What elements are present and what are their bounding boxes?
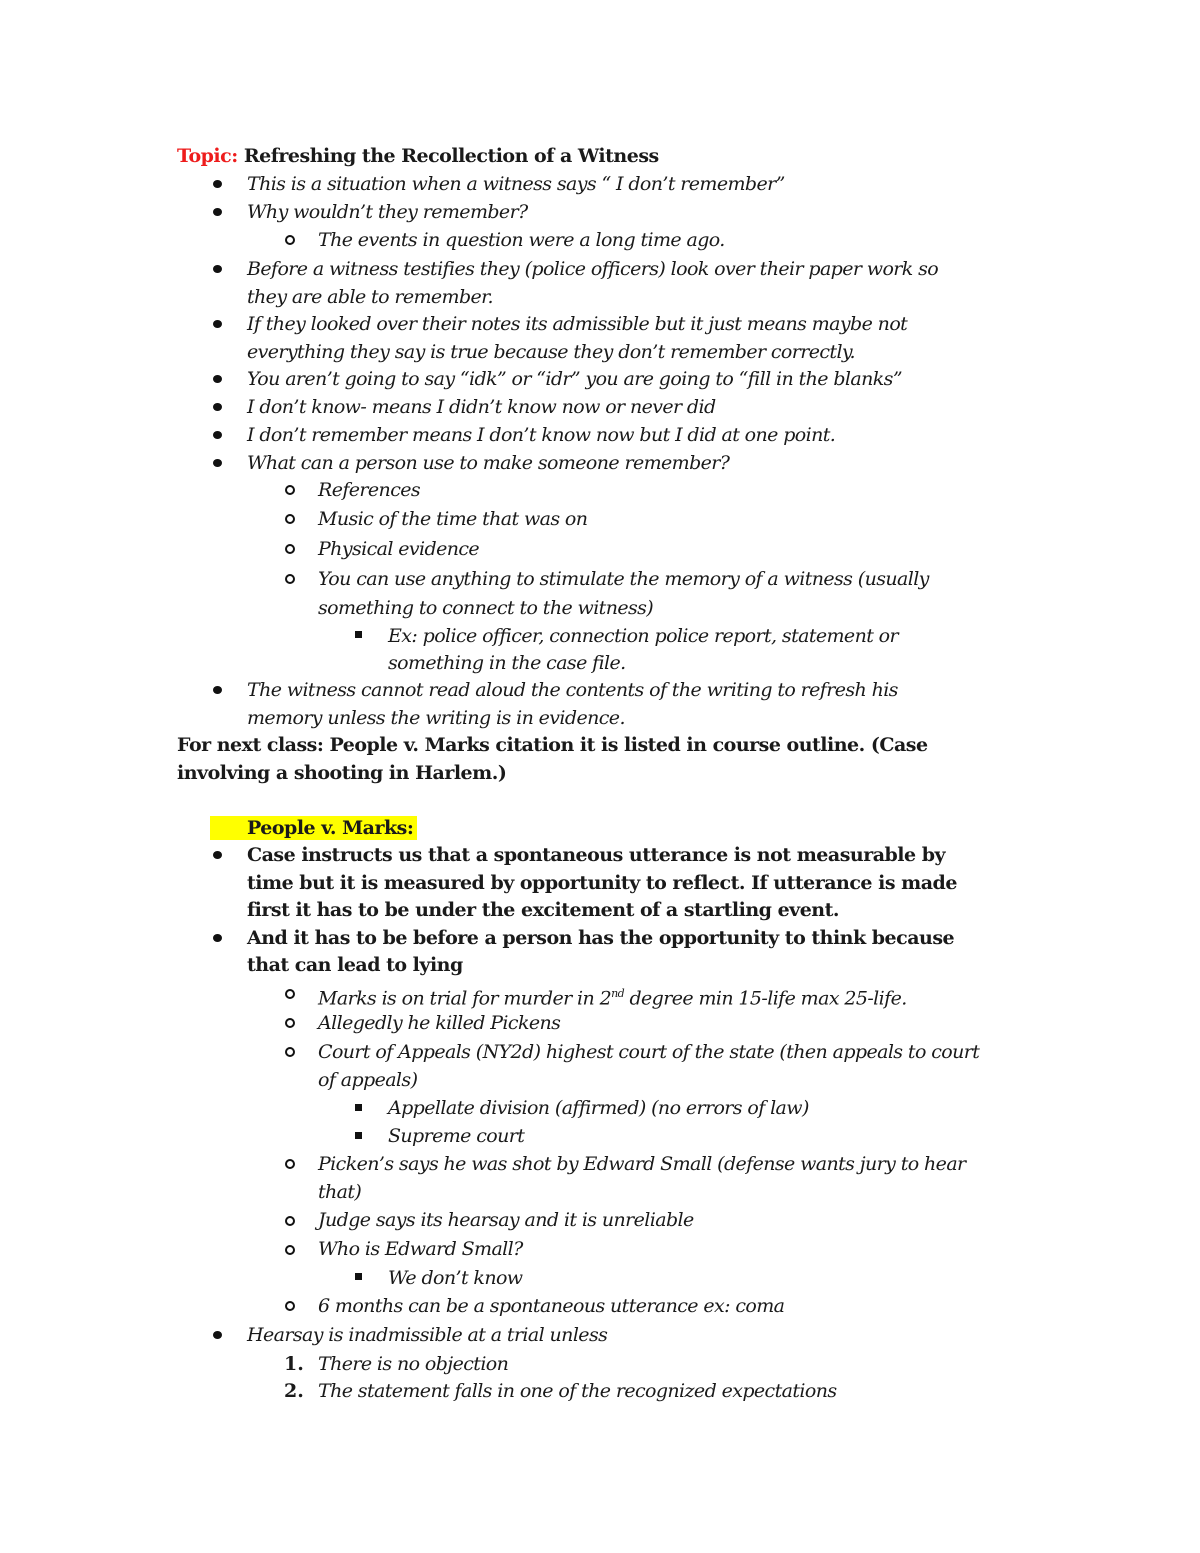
- list-item-continuation: memory unless the writing is in evidence.: [247, 707, 625, 729]
- bullet-icon: [213, 180, 222, 188]
- list-item: [318, 980, 907, 1012]
- circle-bullet-icon: [285, 989, 295, 999]
- topic-heading: [177, 142, 659, 170]
- list-item: Why wouldn’t they remember?: [247, 201, 528, 223]
- list-item: Case instructs us that a spontaneous utterance is not measurable by: [247, 844, 946, 866]
- list-item: 6 months can be a spontaneous utterance ex: coma: [318, 1295, 785, 1317]
- list-item-continuation: first it has to be under the excitement of a startling event.: [247, 899, 840, 921]
- square-bullet-icon: [355, 1104, 362, 1111]
- list-item: I don’t remember means I don’t know now but I did at one point.: [247, 424, 836, 446]
- list-item: Hearsay is inadmissible at a trial unless: [247, 1324, 608, 1346]
- list-item: Supreme court: [388, 1125, 525, 1147]
- circle-bullet-icon: [285, 544, 295, 554]
- list-item: There is no objection: [318, 1353, 509, 1375]
- square-bullet-icon: [355, 631, 362, 638]
- topic-title: Refreshing the Recollection of a Witness: [243, 145, 659, 167]
- bullet-icon: [213, 431, 222, 439]
- list-item: I don’t know- means I didn’t know now or never did: [247, 396, 716, 418]
- list-item: We don’t know: [388, 1267, 523, 1289]
- circle-bullet-icon: [285, 1018, 295, 1028]
- list-item-text: degree min 15-life max 25-life.: [624, 987, 907, 1010]
- list-item: References: [318, 479, 421, 501]
- superscript: nd: [611, 987, 625, 1000]
- list-item: Judge says its hearsay and it is unreliable: [318, 1209, 694, 1231]
- list-item-continuation: that can lead to lying: [247, 954, 463, 976]
- bullet-icon: [213, 459, 222, 467]
- bullet-icon: [213, 851, 222, 859]
- list-item-continuation: that): [318, 1181, 362, 1203]
- list-item: Court of Appeals (NY2d) highest court of the state (then appeals to court: [318, 1041, 980, 1063]
- next-class-note-continuation: involving a shooting in Harlem.): [177, 762, 507, 784]
- list-item-continuation: something in the case file.: [388, 652, 626, 674]
- list-item: You can use anything to stimulate the memory of a witness (usually: [318, 568, 929, 590]
- bullet-icon: [213, 375, 222, 383]
- bullet-icon: [213, 320, 222, 328]
- list-item: The witness cannot read aloud the contents of the writing to refresh his: [247, 679, 898, 701]
- square-bullet-icon: [355, 1273, 362, 1280]
- list-item: You aren’t going to say “idk” or “idr” you are going to “fill in the blanks”: [247, 368, 902, 390]
- circle-bullet-icon: [285, 485, 295, 495]
- list-item: What can a person use to make someone remember?: [247, 452, 730, 474]
- case-heading: [210, 814, 417, 842]
- list-item: Allegedly he killed Pickens: [318, 1012, 561, 1034]
- list-item: Picken’s says he was shot by Edward Small (defense wants jury to hear: [318, 1153, 966, 1175]
- list-item-continuation: time but it is measured by opportunity to reflect. If utterance is made: [247, 872, 957, 894]
- bullet-icon: [213, 208, 222, 216]
- list-item-continuation: something to connect to the witness): [318, 597, 654, 619]
- circle-bullet-icon: [285, 1159, 295, 1169]
- list-item: The events in question were a long time ago.: [318, 229, 725, 251]
- list-item: And it has to be before a person has the opportunity to think because: [247, 927, 955, 949]
- list-item: Appellate division (affirmed) (no errors of law): [388, 1097, 809, 1119]
- bullet-icon: [213, 265, 222, 273]
- list-item: Physical evidence: [318, 538, 480, 560]
- list-item: If they looked over their notes its admissible but it just means maybe not: [247, 313, 908, 335]
- next-class-note: For next class: People v. Marks citation it is listed in course outline. (Case: [177, 734, 928, 756]
- list-item: Music of the time that was on: [318, 508, 588, 530]
- bullet-icon: [213, 1331, 222, 1339]
- circle-bullet-icon: [285, 574, 295, 584]
- list-item-continuation: of appeals): [318, 1069, 418, 1091]
- list-item: Ex: police officer, connection police report, statement or: [388, 625, 899, 647]
- list-item-text: Marks is on trial for murder in 2: [318, 987, 612, 1010]
- list-number: 1.: [284, 1353, 304, 1375]
- list-item-continuation: everything they say is true because they don’t remember correctly.: [247, 341, 855, 363]
- circle-bullet-icon: [285, 1245, 295, 1255]
- bullet-icon: [213, 934, 222, 942]
- circle-bullet-icon: [285, 1047, 295, 1057]
- topic-label: Topic:: [177, 145, 238, 167]
- list-item: The statement falls in one of the recognized expectations: [318, 1380, 837, 1402]
- list-item: This is a situation when a witness says “ I don’t remember”: [247, 173, 785, 195]
- square-bullet-icon: [355, 1132, 362, 1139]
- circle-bullet-icon: [285, 1216, 295, 1226]
- list-item: Before a witness testifies they (police officers) look over their paper work so: [247, 258, 939, 280]
- circle-bullet-icon: [285, 514, 295, 524]
- bullet-icon: [213, 403, 222, 411]
- circle-bullet-icon: [285, 1301, 295, 1311]
- case-title-highlight: People v. Marks:: [210, 816, 417, 840]
- list-item-continuation: they are able to remember.: [247, 286, 493, 308]
- circle-bullet-icon: [285, 235, 295, 245]
- list-number: 2.: [284, 1380, 304, 1402]
- list-item: Who is Edward Small?: [318, 1238, 523, 1260]
- bullet-icon: [213, 686, 222, 694]
